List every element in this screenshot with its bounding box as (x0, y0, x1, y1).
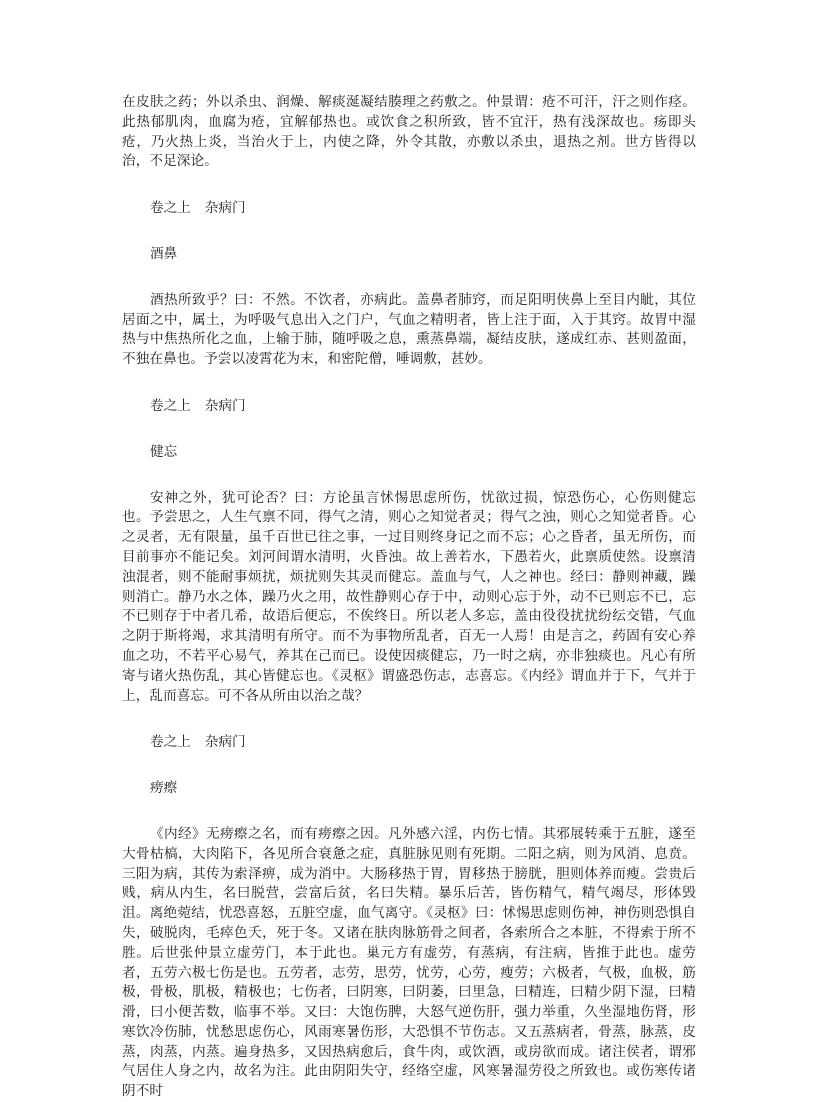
volume-label: 卷之上 (150, 734, 191, 751)
paragraph-jiubi: 酒热所致乎？曰：不然。不饮者，亦病此。盖鼻者肺窍，而足阳明侠鼻上至目内眦，其位居面之中，属土，为呼吸气息出入之门户，气血之精明者，皆上注于面，入于其窍。故胃中湿热与中焦热所化之血，上输于肺，随呼吸之息，熏蒸鼻端，凝结皮肤，遂成红赤、甚则盈面，不独在鼻也。予尝以凌霄花为末，和密陀僧，唾调敷，甚妙。 (122, 291, 696, 368)
section-heading (122, 397, 696, 417)
paragraph-jianwang: 安神之外，犹可论否？曰：方论虽言怵惕思虑所伤，忧欲过损，惊恐伤心，心伤则健忘也。予尝思之，人生气禀不同，得气之清，则心之知觉者灵；得气之浊，则心之知觉者昏。心之灵者，无有限量，虽千百世已往之事，一过目则终身记之而不忘；心之昏者，虽无所伤，而目前事亦不能记矣。刘河间谓水清明，火昏浊。故上善若水，下愚若火，此禀质使然。设禀清浊混者，则不能耐事烦扰，烦扰则失其灵而健忘。盖血与气，人之神也。经曰：静则神藏，躁则消亡。静乃水之体，躁乃火之用，故性静则心存于中，动则心忘于外，动不已则忘不已，忘不已则存于中者几希，故语后便忘，不俟终日。所以老人多忘，盖由役役扰扰纷纭交错，气血之阴于斯将竭，求其清明有所守。而不为事物所乱者，百无一人焉！由是言之，药固有安心养血之功，不若平心易气，养其在己而已。设使因痰健忘，乃一时之病，亦非独痰也。凡心有所寄与诸火热伤乱，其心皆健忘也。《灵枢》谓盛恐伤志，志喜忘。《内经》谓血并于下，气并于上，乱而喜忘。可不各从所由以治之哉？ (122, 489, 696, 704)
spacer (122, 753, 696, 779)
section-heading (122, 733, 696, 753)
spacer (122, 463, 696, 489)
section-heading (122, 199, 696, 219)
spacer (122, 265, 696, 291)
volume-label: 卷之上 (150, 397, 191, 414)
category-label: 杂病门 (204, 200, 246, 217)
category-label: 杂病门 (204, 397, 246, 414)
section-title: 健忘 (150, 443, 178, 460)
section-title: 痨瘵 (150, 780, 178, 797)
document-page (122, 93, 696, 1102)
spacer (122, 172, 696, 199)
spacer (122, 417, 696, 443)
spacer (122, 370, 696, 397)
volume-label: 卷之上 (150, 200, 191, 217)
paragraph-continued: 在皮肤之药；外以杀虫、润燥、解痰涎凝结腠理之药敷之。仲景谓：疮不可汗，汗之则作痉。此热郁肌肉，血腐为疮，宜解郁热也。或饮食之积所致，皆不宜汗，热有浅深故也。疡即头疮，乃火热上炎，当治火于上，内使之降，外令其散，亦敷以杀虫，退热之剂。世方皆得以治，不足深论。 (122, 94, 696, 170)
spacer (122, 799, 696, 825)
spacer (122, 219, 696, 245)
section-title: 酒鼻 (150, 245, 178, 262)
spacer (122, 706, 696, 733)
paragraph-laozhai: 《内经》无痨瘵之名，而有痨瘵之因。凡外感六淫，内伤七情。其邪展转乘于五脏，遂至大骨枯槁，大肉陷下，各见所合衰惫之症，真脏脉见则有死期。二阳之病，则为风消、息贲。三阳为病，其传为索泽痹，成为消中。大肠移热于胃，胃移热于膀胱，胆则体养而瘦。尝贵后贱，病从内生，名曰脱营，尝富后贫，名曰失精。暴乐后苦，皆伤精气，精气竭尽，形体毁沮。离绝菀结，忧恐喜怒，五脏空虚，血气离守。《灵枢》曰：怵惕思虑则伤神，神伤则恐惧自失，破脱肉，毛瘁色夭，死于冬。又诸在肤肉脉筋骨之间者，各索所合之本脏，不得索于所不胜。后世张仲景立虚劳门，本于此也。巢元方有虚劳，有蒸病，有注病，皆推于此也。虚劳者，五劳六极七伤是也。五劳者，志劳，思劳，忧劳，心劳，瘦劳；六极者，气极，血极，筋极，骨极，肌极，精极也；七伤者，曰阴寒，曰阴萎，曰里急，曰精连，曰精少阴下湿，曰精滑，曰小便苦数，临事不举。又曰：大饱伤脾，大怒气逆伤肝，强力举重，久坐湿地伤肾，形寒饮冷伤肺，忧愁思虑伤心，风雨寒暑伤形，大恐惧不节伤志。又五蒸病者，骨蒸，脉蒸，皮蒸，肉蒸，内蒸。遍身热多，又因热病愈后，食牛肉，或饮酒，或房欲而成。诸注侯者，谓邪气居住人身之内，故名为注。此由阴阳失守，经络空虚，风寒暑湿劳役之所致也。或伤寒传诸阴不时 (122, 825, 696, 1100)
category-label: 杂病门 (204, 734, 246, 751)
